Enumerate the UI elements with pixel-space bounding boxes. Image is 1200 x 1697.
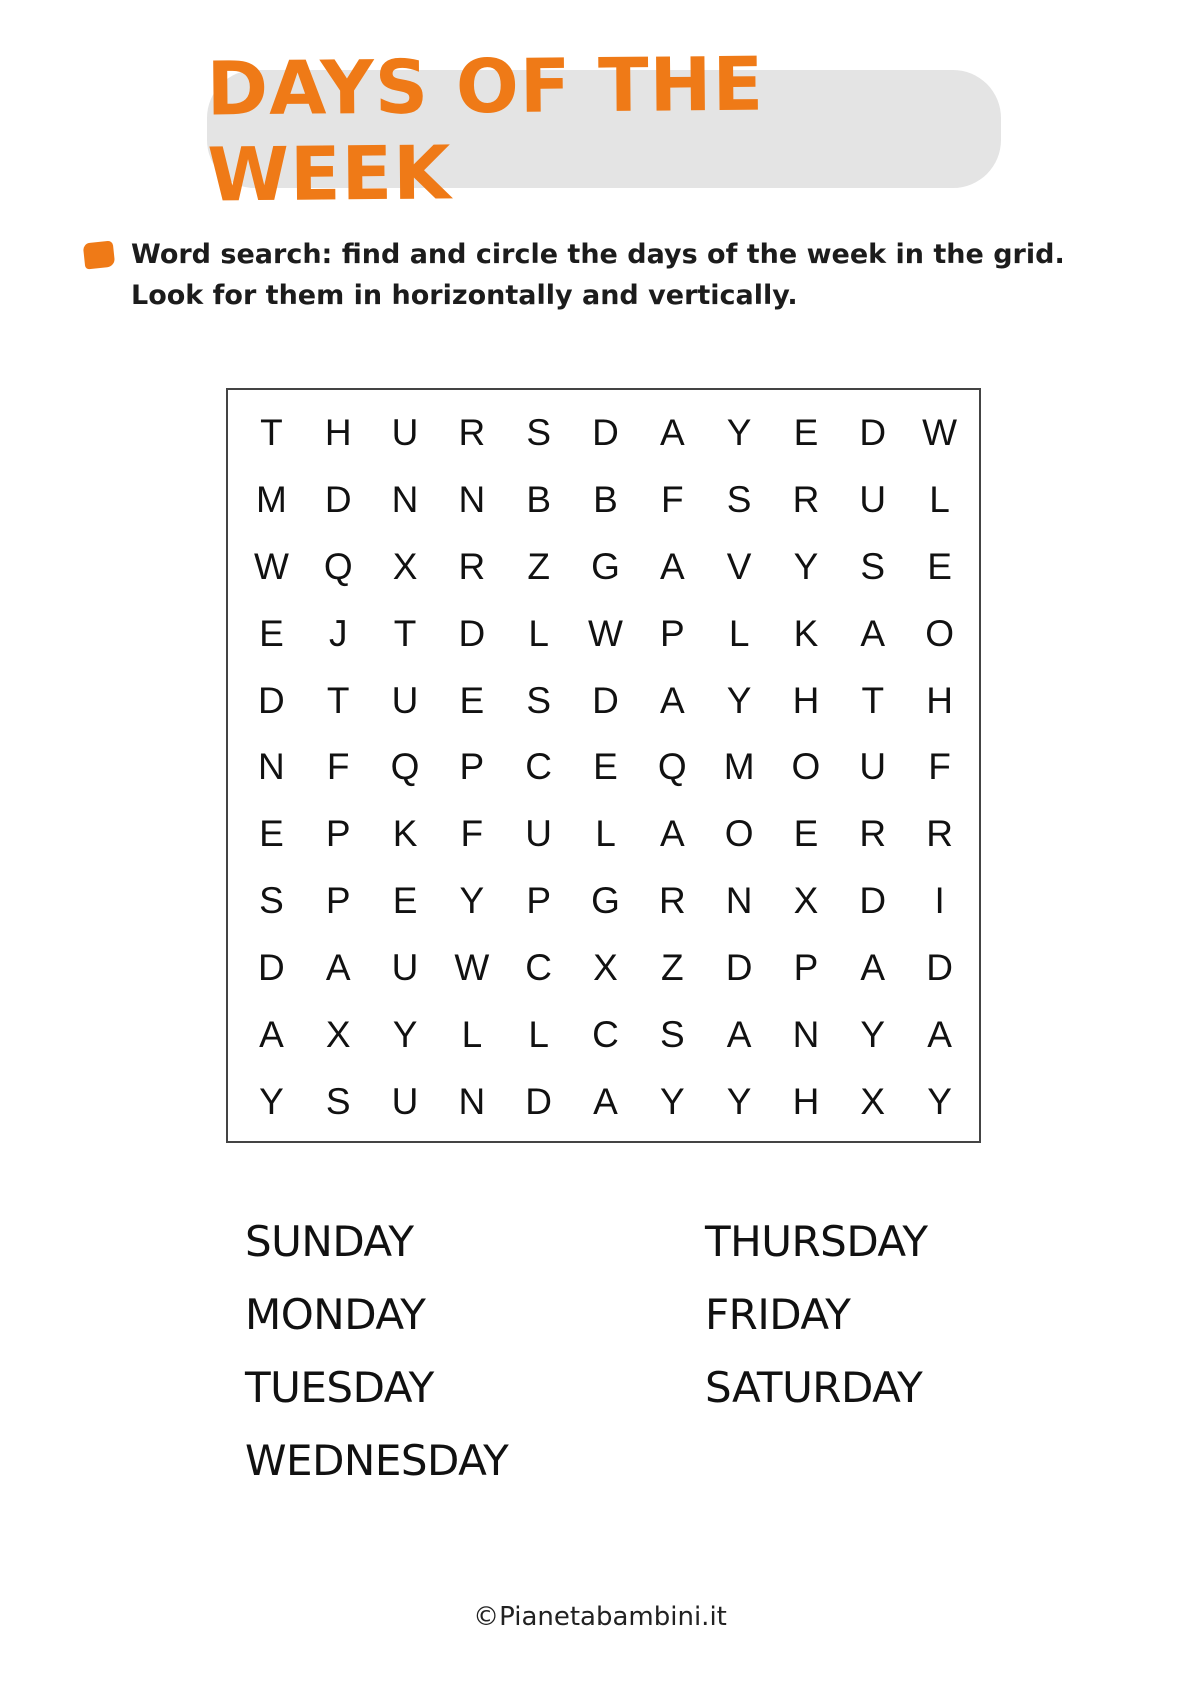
instructions-text	[131, 234, 1065, 316]
grid-cell[interactable]: H	[926, 679, 953, 721]
grid-cell[interactable]: D	[592, 679, 619, 721]
footer-copyright: ©Pianetabambini.it	[473, 1602, 727, 1632]
word-search-grid-box	[226, 388, 981, 1143]
grid-cell[interactable]: X	[325, 1013, 351, 1055]
grid-cell[interactable]: K	[793, 612, 819, 654]
grid-cell[interactable]: T	[393, 612, 417, 654]
word-list-item: TUESDAY	[245, 1363, 434, 1412]
grid-cell[interactable]: R	[926, 813, 953, 855]
word-list-column-left	[245, 1205, 508, 1497]
grid-cell[interactable]: Y	[392, 1013, 418, 1055]
grid-cell[interactable]: S	[526, 412, 552, 454]
grid-cell[interactable]: R	[792, 479, 820, 521]
grid-cell[interactable]: R	[658, 880, 686, 922]
grid-cell[interactable]: N	[725, 880, 753, 922]
grid-cell[interactable]: D	[458, 612, 486, 654]
grid-cell[interactable]: D	[592, 412, 619, 454]
grid-cell[interactable]: S	[726, 479, 752, 521]
grid-cell[interactable]: K	[392, 813, 418, 855]
word-list-column-right	[705, 1205, 928, 1424]
grid-cell[interactable]: D	[258, 679, 285, 721]
word-search-grid	[238, 400, 973, 1135]
grid-cell[interactable]: L	[528, 1013, 549, 1055]
grid-cell[interactable]: F	[326, 746, 350, 788]
grid-cell[interactable]: G	[591, 880, 620, 922]
grid-cell[interactable]: A	[860, 612, 886, 654]
grid-cell[interactable]: W	[588, 612, 623, 654]
grid-cell[interactable]: Z	[527, 546, 550, 588]
grid-cell[interactable]: J	[328, 612, 348, 654]
grid-cell[interactable]: O	[791, 746, 821, 788]
grid-cell[interactable]: A	[593, 1080, 618, 1122]
grid-cell[interactable]: P	[325, 813, 351, 855]
word-list-item: FRIDAY	[705, 1290, 851, 1339]
grid-cell[interactable]: Y	[726, 412, 752, 454]
grid-cell[interactable]: F	[460, 813, 484, 855]
grid-cell[interactable]: E	[392, 880, 418, 922]
grid-cell[interactable]: E	[927, 546, 952, 588]
grid-cell[interactable]: H	[792, 1080, 820, 1122]
grid-cell[interactable]: Y	[793, 546, 819, 588]
grid-cell[interactable]: Z	[661, 946, 684, 988]
grid-cell[interactable]: Q	[390, 746, 420, 788]
grid-cell[interactable]: C	[525, 746, 553, 788]
grid-cell[interactable]: T	[326, 679, 350, 721]
grid-cell[interactable]: E	[793, 412, 819, 454]
grid-cell[interactable]: T	[260, 412, 283, 454]
grid-cell[interactable]: H	[792, 679, 820, 721]
grid-cell[interactable]: X	[392, 546, 418, 588]
grid-cell[interactable]: H	[324, 412, 352, 454]
grid-cell[interactable]: W	[253, 546, 289, 588]
grid-cell[interactable]: L	[728, 612, 750, 654]
grid-cell[interactable]: U	[391, 1080, 419, 1122]
grid-cell[interactable]: X	[860, 1080, 886, 1122]
grid-cell[interactable]: Y	[726, 1080, 752, 1122]
grid-cell[interactable]: Y	[927, 1080, 952, 1122]
grid-cell[interactable]: S	[659, 1013, 685, 1055]
grid-cell[interactable]: F	[661, 479, 684, 521]
grid-cell[interactable]: U	[859, 746, 887, 788]
grid-cell[interactable]: D	[258, 946, 285, 988]
grid-cell[interactable]: S	[526, 679, 552, 721]
grid-cell[interactable]: I	[934, 880, 945, 922]
grid-cell[interactable]: A	[659, 679, 685, 721]
grid-cell[interactable]: L	[528, 612, 549, 654]
grid-cell[interactable]: E	[593, 746, 618, 788]
grid-cell[interactable]: D	[859, 412, 887, 454]
grid-cell[interactable]: A	[659, 813, 685, 855]
grid-cell[interactable]: B	[526, 479, 552, 521]
title-banner	[206, 41, 1001, 219]
grid-cell[interactable]: S	[259, 880, 284, 922]
grid-cell[interactable]: P	[659, 612, 685, 654]
grid-cell[interactable]: N	[792, 1013, 820, 1055]
grid-cell[interactable]: E	[793, 813, 819, 855]
grid-cell[interactable]: P	[526, 880, 552, 922]
grid-cell[interactable]: A	[726, 1013, 752, 1055]
grid-cell[interactable]: M	[255, 479, 287, 521]
grid-cell[interactable]: R	[458, 546, 486, 588]
grid-cell[interactable]: O	[724, 813, 754, 855]
word-list-item: SATURDAY	[705, 1363, 923, 1412]
grid-cell[interactable]: W	[922, 412, 958, 454]
grid-cell[interactable]: Y	[860, 1013, 886, 1055]
grid-cell[interactable]: A	[927, 1013, 952, 1055]
grid-cell[interactable]: Y	[726, 679, 752, 721]
grid-cell[interactable]: N	[391, 479, 419, 521]
grid-cell[interactable]: P	[325, 880, 351, 922]
grid-cell[interactable]: D	[926, 946, 953, 988]
grid-cell[interactable]: S	[860, 546, 886, 588]
grid-cell[interactable]: A	[325, 946, 351, 988]
grid-cell[interactable]: E	[259, 612, 284, 654]
bullet-icon	[83, 241, 116, 270]
grid-cell[interactable]: Q	[323, 546, 353, 588]
word-list-item: THURSDAY	[705, 1217, 928, 1266]
grid-cell[interactable]: E	[459, 679, 485, 721]
grid-cell[interactable]: P	[459, 746, 485, 788]
grid-cell[interactable]: D	[525, 1080, 553, 1122]
grid-cell[interactable]: R	[458, 412, 486, 454]
grid-cell[interactable]: U	[859, 479, 887, 521]
grid-cell[interactable]: E	[259, 813, 284, 855]
word-list-item: SUNDAY	[245, 1217, 414, 1266]
grid-cell[interactable]: G	[591, 546, 620, 588]
word-list	[245, 1205, 1005, 1505]
grid-cell[interactable]: N	[458, 479, 486, 521]
grid-cell[interactable]: Y	[259, 1080, 284, 1122]
grid-cell[interactable]: X	[593, 946, 618, 988]
grid-cell[interactable]: A	[659, 412, 685, 454]
word-list-item: WEDNESDAY	[245, 1436, 509, 1485]
grid-cell[interactable]: F	[928, 746, 951, 788]
grid-cell[interactable]: U	[391, 412, 419, 454]
grid-cell[interactable]: C	[525, 946, 553, 988]
grid-cell[interactable]: R	[859, 813, 887, 855]
grid-cell[interactable]: A	[860, 946, 886, 988]
grid-cell[interactable]: Y	[459, 880, 485, 922]
grid-cell[interactable]: D	[725, 946, 753, 988]
grid-cell[interactable]: T	[861, 679, 885, 721]
grid-cell[interactable]: U	[525, 813, 553, 855]
grid-cell[interactable]: A	[259, 1013, 284, 1055]
page-title: DAYS OF THE WEEK	[206, 41, 765, 219]
grid-cell[interactable]: Y	[659, 1080, 685, 1122]
grid-cell[interactable]: U	[391, 946, 419, 988]
grid-cell[interactable]: S	[325, 1080, 351, 1122]
grid-cell[interactable]: B	[593, 479, 618, 521]
grid-cell[interactable]: L	[929, 479, 950, 521]
grid-cell[interactable]: D	[324, 479, 352, 521]
grid-cell[interactable]: O	[925, 612, 954, 654]
grid-cell[interactable]: C	[592, 1013, 619, 1055]
grid-cell[interactable]: U	[391, 679, 419, 721]
grid-cell[interactable]: V	[726, 546, 752, 588]
instructions-line-2: Look for them in horizontally and vertically.	[131, 280, 798, 311]
instructions-line-1: Word search: find and circle the days of the week in the grid.	[131, 239, 1065, 270]
grid-cell[interactable]: X	[793, 880, 819, 922]
grid-cell[interactable]: N	[258, 746, 285, 788]
grid-cell[interactable]: P	[793, 946, 819, 988]
grid-cell[interactable]: L	[595, 813, 616, 855]
grid-cell[interactable]: Q	[657, 746, 687, 788]
grid-cell[interactable]: M	[723, 746, 755, 788]
word-list-item: MONDAY	[245, 1290, 426, 1339]
grid-cell[interactable]: N	[458, 1080, 486, 1122]
grid-cell[interactable]: L	[461, 1013, 483, 1055]
grid-cell[interactable]: D	[859, 880, 887, 922]
grid-cell[interactable]: A	[659, 546, 685, 588]
grid-cell[interactable]: W	[454, 946, 490, 988]
